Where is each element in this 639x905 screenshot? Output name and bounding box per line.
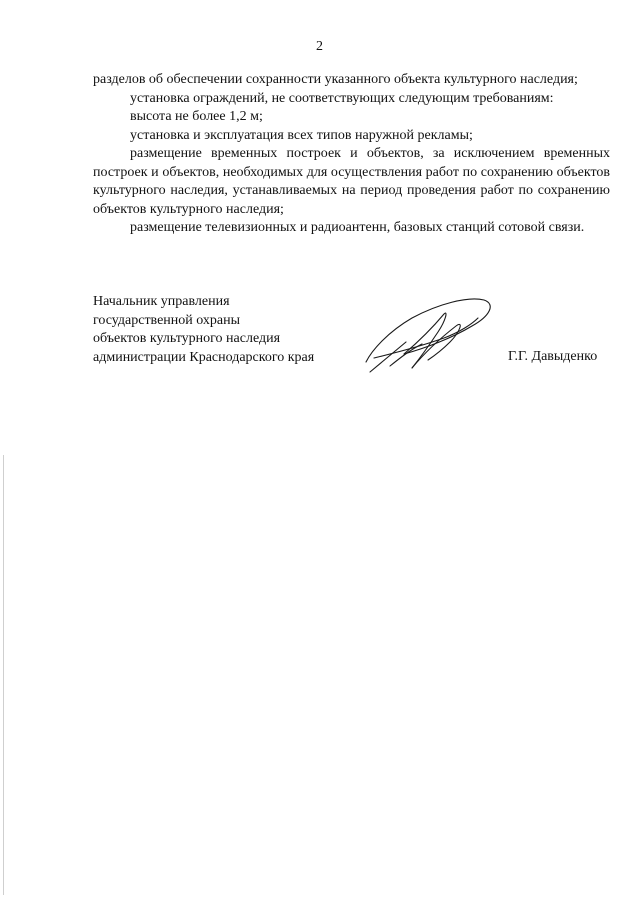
signature-title-line: администрации Краснодарского края <box>93 349 315 365</box>
paragraph-height-limit: высота не более 1,2 м; <box>130 109 263 124</box>
scan-margin-line <box>3 455 4 895</box>
signature-title-line: Начальник управления <box>93 294 230 309</box>
signatory-name: Г.Г. Давыденко <box>508 349 598 364</box>
page-number: 2 <box>316 39 323 54</box>
paragraph-fence-requirements: установка ограждений, не соответствующих следующим требованиям: <box>130 90 554 106</box>
paragraph-temporary-buildings: размещение временных построек и объектов, за исключением временных построек и объектов, необходимых для осуществления работ по сохранению объектов культурного наследия, устанавливаемых на период проведения работ по сохранению объектов культурного наследия; <box>93 146 610 217</box>
signature-title-line: государственной охраны <box>93 312 241 328</box>
signature-title-line: объектов культурного наследия <box>93 331 281 346</box>
paragraph-continuation: разделов об обеспечении сохранности указанного объекта культурного наследия; <box>93 72 578 87</box>
paragraph-antennas: размещение телевизионных и радиоантенн, базовых станций сотовой связи. <box>130 220 585 235</box>
paragraph-advertising: установка и эксплуатация всех типов наружной рекламы; <box>130 127 473 143</box>
handwritten-signature <box>360 292 500 378</box>
document-body <box>93 71 610 238</box>
